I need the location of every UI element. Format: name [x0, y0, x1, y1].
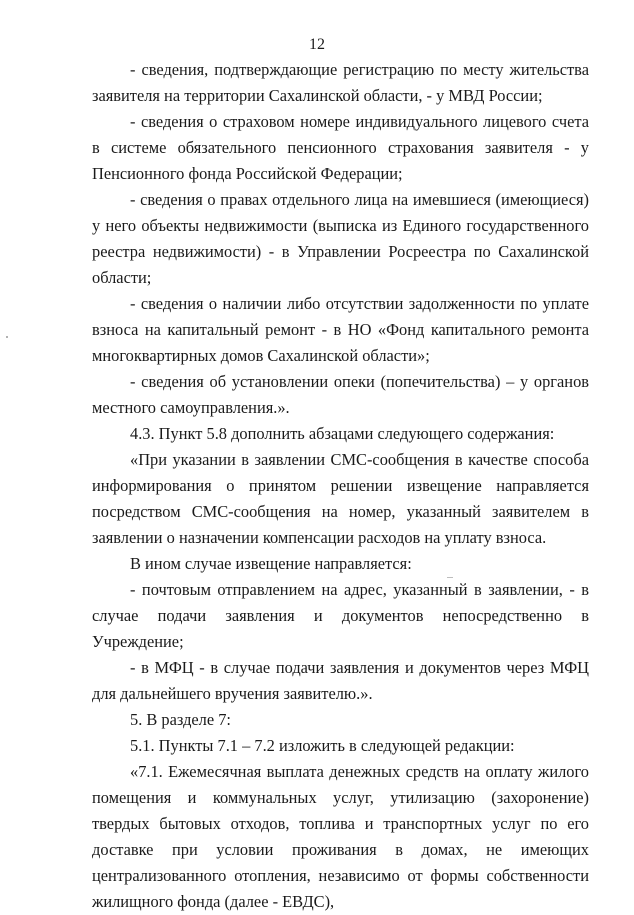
paragraph-capital-repair-debt: - сведения о наличии либо отсутствии задолженности по уплате взноса на капитальный ремонт - в НО «Фонд капитального ремонта многоквартирных домов Сахалинской области»; — [92, 294, 589, 365]
paragraph-clause-7-1: «7.1. Ежемесячная выплата денежных средств на оплату жилого помещения и коммунальных услуг, утилизацию (захоронение) твердых бытовых отходов, топлива и транспортных услуг по его доставке при условии проживания в домах, не имеющих централизованного отопления, независимо от формы собственности жилищного фонда (далее - ЕВДС), — [92, 762, 589, 911]
paragraph-insurance-number: - сведения о страховом номере индивидуального лицевого счета в системе обязательного пенсионного страхования заявителя - у Пенсионного фонда Российской Федерации; — [92, 112, 589, 183]
paragraph-sms-notification: «При указании в заявлении СМС-сообщения в качестве способа информирования о принятом решении извещение направляется посредством СМС-сообщения на номер, указанный заявителем в заявлении о назначении компенсации расходов на уплату взноса. — [92, 450, 589, 547]
paragraph-postal-delivery: - почтовым отправлением на адрес, указанный в заявлении, - в случае подачи заявления и документов непосредственно в Учреждение; — [92, 580, 589, 651]
paragraph-property-rights: - сведения о правах отдельного лица на имевшиеся (имеющиеся) у него объекты недвижимости (выписка из Единого государственного реестра недвижимости) - в Управлении Росреестра по Сахалинской области; — [92, 190, 589, 287]
page-number: 12 — [309, 36, 325, 53]
paragraph-clause-4-3: 4.3. Пункт 5.8 дополнить абзацами следующего содержания: — [130, 424, 555, 443]
paragraph-otherwise-notice: В ином случае извещение направляется: — [130, 554, 412, 573]
paragraph-clause-5-1: 5.1. Пункты 7.1 – 7.2 изложить в следующей редакции: — [130, 736, 515, 755]
paragraph-section-7: 5. В разделе 7: — [130, 710, 231, 729]
scan-speck — [6, 336, 8, 338]
paragraph-mfc-delivery: - в МФЦ - в случае подачи заявления и документов через МФЦ для дальнейшего вручения заявителю.». — [92, 658, 589, 703]
document-body — [92, 57, 589, 915]
paragraph-registration-info: - сведения, подтверждающие регистрацию по месту жительства заявителя на территории Сахалинской области, - у МВД России; — [92, 60, 589, 105]
scan-speck — [447, 577, 453, 578]
paragraph-guardianship: - сведения об установлении опеки (попечительства) – у органов местного самоуправления.». — [92, 372, 589, 417]
